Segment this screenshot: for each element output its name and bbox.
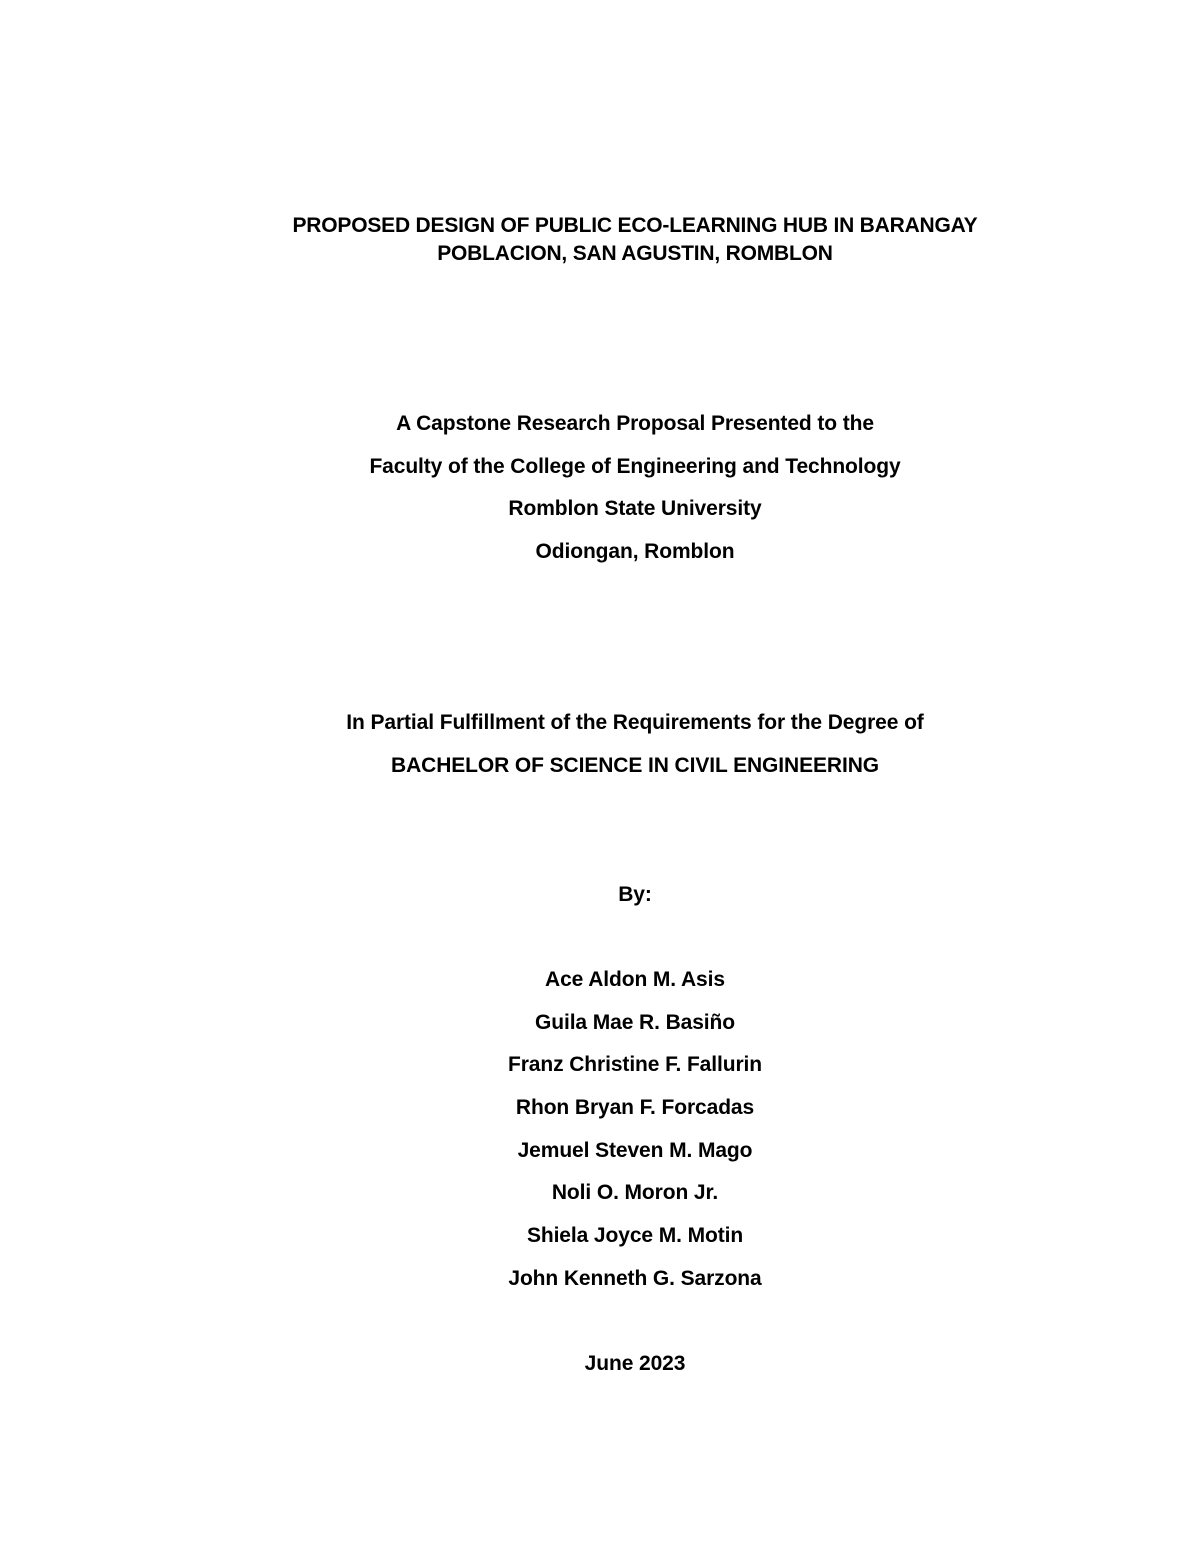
university-name: Romblon State University	[508, 497, 762, 520]
submission-date: June 2023	[584, 1352, 686, 1375]
by-label: By:	[618, 883, 652, 906]
author-name: Ace Aldon M. Asis	[545, 968, 725, 991]
author-name: Rhon Bryan F. Forcadas	[515, 1096, 755, 1119]
title-line-1: PROPOSED DESIGN OF PUBLIC ECO-LEARNING HUB IN BARANGAY	[292, 214, 978, 237]
fulfillment-line: In Partial Fulfillment of the Requirements for the Degree of	[346, 711, 924, 734]
author-name: Shiela Joyce M. Motin	[526, 1224, 744, 1247]
presentation-line-2: Faculty of the College of Engineering and Technology	[369, 455, 901, 478]
author-name: Franz Christine F. Fallurin	[508, 1053, 762, 1076]
title-line-2: POBLACION, SAN AGUSTIN, ROMBLON	[437, 242, 833, 265]
presentation-line-1: A Capstone Research Proposal Presented to the	[396, 412, 874, 435]
author-name: Noli O. Moron Jr.	[551, 1181, 719, 1204]
author-name: Guila Mae R. Basiño	[535, 1011, 735, 1034]
author-name: Jemuel Steven M. Mago	[517, 1139, 753, 1162]
author-name: John Kenneth G. Sarzona	[508, 1267, 762, 1290]
degree-name: BACHELOR OF SCIENCE IN CIVIL ENGINEERING	[391, 754, 879, 777]
university-location: Odiongan, Romblon	[535, 540, 735, 563]
